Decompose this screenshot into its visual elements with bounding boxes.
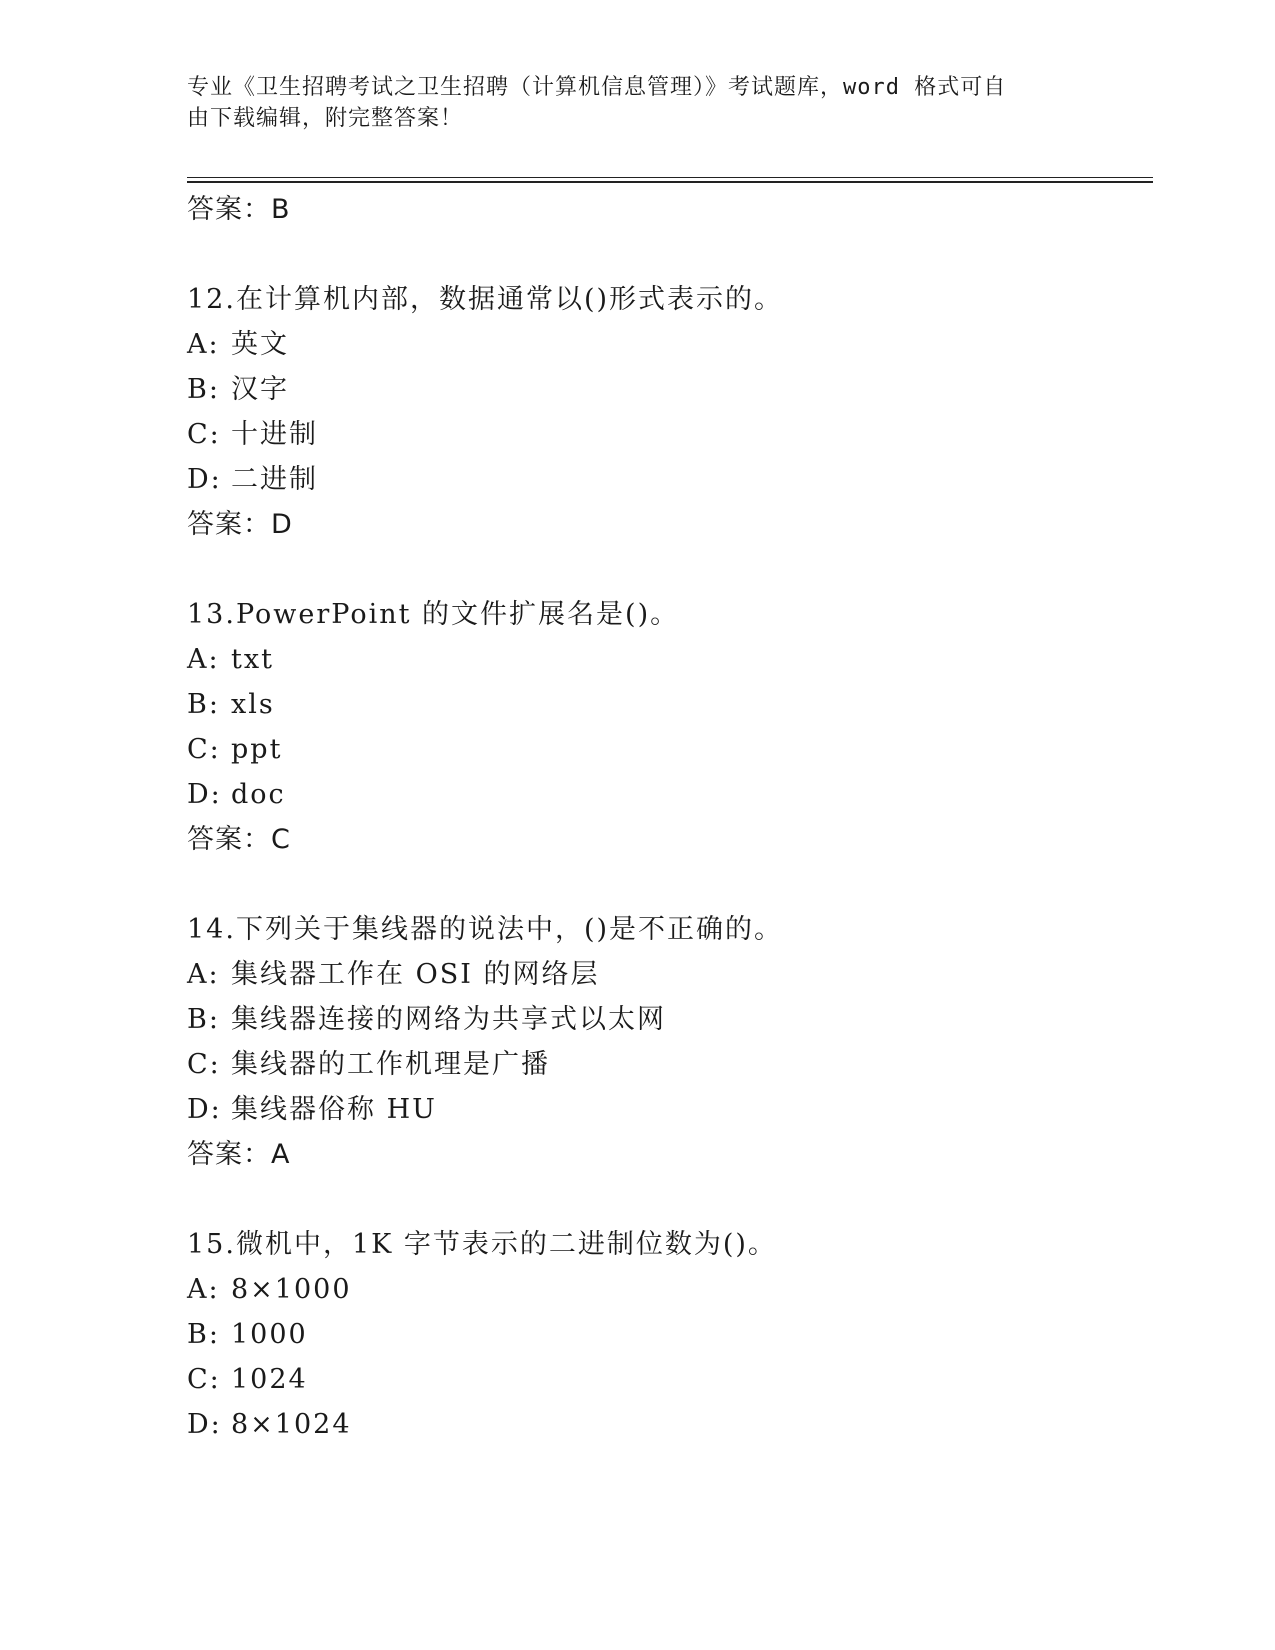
option-label: C: xyxy=(187,419,221,450)
option-label: B: xyxy=(187,1319,220,1350)
option-label: B: xyxy=(187,689,220,720)
question-block xyxy=(187,1222,1153,1447)
option-a xyxy=(187,322,1153,367)
option-text: txt xyxy=(231,644,274,675)
question-stem: 15.微机中，1K 字节表示的二进制位数为()。 xyxy=(187,1229,777,1260)
question-block xyxy=(187,277,1153,547)
option-label: D: xyxy=(187,1094,222,1125)
header-line-1: 专业《卫生招聘考试之卫生招聘（计算机信息管理）》考试题库，word 格式可自 xyxy=(187,75,1007,100)
option-c xyxy=(187,1042,1153,1087)
question-list xyxy=(187,187,1153,1447)
option-b xyxy=(187,682,1153,727)
document-header xyxy=(187,72,1067,134)
option-text: xls xyxy=(231,689,275,720)
option-label: D: xyxy=(187,779,222,810)
option-text: 8×1000 xyxy=(231,1274,352,1305)
option-text: 二进制 xyxy=(231,464,318,495)
question-block xyxy=(187,592,1153,862)
option-d xyxy=(187,457,1153,502)
option-text: ppt xyxy=(231,734,283,765)
option-text: 集线器俗称 HU xyxy=(231,1094,437,1125)
option-b xyxy=(187,997,1153,1042)
header-line-2: 由下载编辑，附完整答案！ xyxy=(187,106,464,131)
option-label: B: xyxy=(187,1004,220,1035)
question-stem: 13.PowerPoint 的文件扩展名是()。 xyxy=(187,599,680,630)
option-text: 1000 xyxy=(231,1319,308,1350)
header-rule-top xyxy=(187,177,1153,178)
option-c xyxy=(187,727,1153,772)
option-label: D: xyxy=(187,1409,222,1440)
option-label: B: xyxy=(187,374,220,405)
option-text: 汉字 xyxy=(231,374,289,405)
option-d xyxy=(187,1087,1153,1132)
option-a xyxy=(187,1267,1153,1312)
option-c xyxy=(187,412,1153,457)
option-label: A: xyxy=(187,644,220,675)
option-text: 集线器连接的网络为共享式以太网 xyxy=(231,1004,666,1035)
option-a xyxy=(187,637,1153,682)
option-d xyxy=(187,772,1153,817)
option-c xyxy=(187,1357,1153,1402)
option-label: A: xyxy=(187,329,220,360)
previous-answer: 答案：B xyxy=(187,194,291,225)
answer-line: 答案：C xyxy=(187,824,291,855)
question-stem: 12.在计算机内部，数据通常以()形式表示的。 xyxy=(187,284,784,315)
option-b xyxy=(187,367,1153,412)
header-rule-bottom xyxy=(187,181,1153,183)
option-text: 集线器的工作机理是广播 xyxy=(231,1049,550,1080)
option-a xyxy=(187,952,1153,997)
option-label: D: xyxy=(187,464,222,495)
option-label: C: xyxy=(187,1364,221,1395)
option-d xyxy=(187,1402,1153,1447)
answer-line: 答案：A xyxy=(187,1139,291,1170)
option-b xyxy=(187,1312,1153,1357)
option-text: 英文 xyxy=(231,329,289,360)
option-text: 十进制 xyxy=(231,419,318,450)
option-text: doc xyxy=(231,779,286,810)
question-stem: 14.下列关于集线器的说法中，()是不正确的。 xyxy=(187,914,784,945)
question-block xyxy=(187,907,1153,1177)
option-text: 1024 xyxy=(231,1364,308,1395)
option-text: 集线器工作在 OSI 的网络层 xyxy=(231,959,600,990)
option-label: A: xyxy=(187,959,220,990)
option-label: A: xyxy=(187,1274,220,1305)
option-label: C: xyxy=(187,734,221,765)
option-label: C: xyxy=(187,1049,221,1080)
answer-line: 答案：D xyxy=(187,509,293,540)
option-text: 8×1024 xyxy=(231,1409,352,1440)
